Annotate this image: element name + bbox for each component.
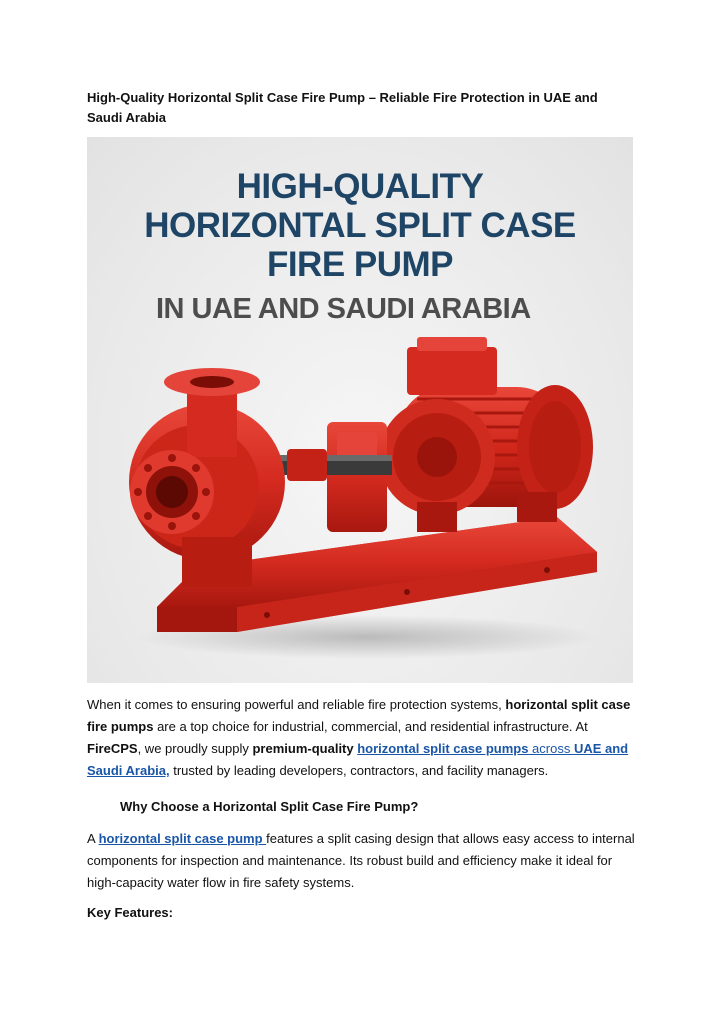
split-case-pump-link[interactable]: horizontal split case pump <box>98 831 267 846</box>
hero-heading-line: FIRE PUMP <box>266 245 454 284</box>
why-text: features a split casing design that allows easy access to internal components for inspection and maintenance. Its robust build and efficiency make it ideal for high-capacity water flow in fire safety systems. <box>87 831 635 890</box>
hero-image <box>87 137 633 683</box>
section-heading: Why Choose a Horizontal Split Case Fire Pump? <box>120 799 419 814</box>
hero-heading-line: HORIZONTAL SPLIT CASE <box>144 206 576 245</box>
intro-paragraph <box>87 694 637 782</box>
intro-text: , we proudly supply <box>137 741 253 756</box>
why-text: A <box>87 831 99 846</box>
split-case-pumps-link[interactable]: horizontal split case pumps across <box>357 741 574 756</box>
intro-text: When it comes to ensuring powerful and reliable fire protection systems, <box>87 697 506 712</box>
intro-text: are a top choice for industrial, commercial, and residential infrastructure. At <box>153 719 588 734</box>
why-paragraph <box>87 828 637 894</box>
uae-saudi-link[interactable]: UAE and Saudi Arabia, <box>87 741 629 778</box>
intro-text: trusted by leading developers, contractors, and facility managers. <box>169 763 549 778</box>
hero-subheading: IN UAE AND SAUDI ARABIA <box>156 293 531 325</box>
document-title: High-Quality Horizontal Split Case Fire Pump – Reliable Fire Protection in UAE and Saudi Arabia <box>87 90 598 125</box>
intro-bold-term: premium-quality <box>252 741 358 756</box>
company-name: FireCPS <box>87 741 138 756</box>
hero-heading <box>87 167 633 284</box>
intro-bold-term: horizontal split case fire pumps <box>87 697 631 734</box>
hero-heading-line: HIGH-QUALITY <box>236 167 484 206</box>
key-features-heading: Key Features: <box>87 905 173 920</box>
